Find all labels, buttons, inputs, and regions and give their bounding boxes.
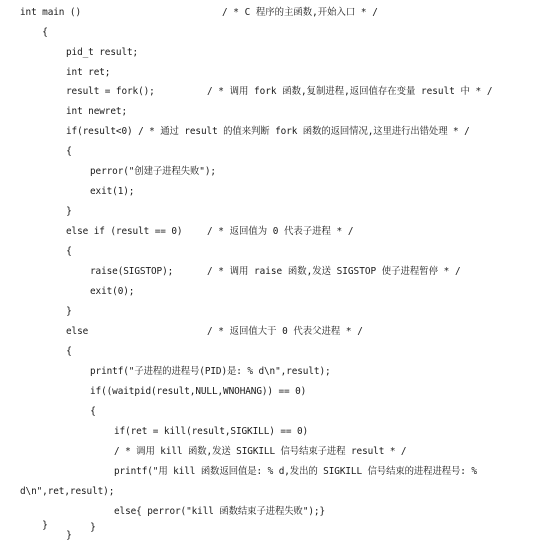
- code-line-else: else: [66, 326, 89, 337]
- code-line-raise: raise(SIGSTOP);: [90, 266, 174, 277]
- code-comment-fork: / * 调用 fork 函数,复制进程,返回值存在变量 result 中 * /: [207, 86, 493, 97]
- code-line-printf-kill: printf("用 kill 函数返回值是: % d,发出的 SIGKILL 信号结束的进程进程号: %: [114, 466, 477, 477]
- code-line-else-perror: else{ perror("kill 函数结束子进程失败");}: [114, 506, 325, 517]
- code-line-newret: int newret;: [66, 106, 127, 117]
- code-line-comment-kill: / * 调用 kill 函数,发送 SIGKILL 信号结束子进程 result * /: [114, 446, 407, 457]
- code-line-else-if: else if (result == 0): [66, 226, 183, 237]
- code-line-fork: result = fork();: [66, 86, 155, 97]
- code-comment-main: / * C 程序的主函数,开始入口 * /: [222, 7, 378, 18]
- code-line-waitpid: if((waitpid(result,NULL,WNOHANG)) == 0): [90, 386, 307, 397]
- code-line-exit0: exit(0);: [90, 286, 135, 297]
- code-line-brace-elseif-close: }: [66, 306, 72, 317]
- code-line-ret: int ret;: [66, 67, 111, 78]
- code-line-brace-if-close: }: [66, 206, 72, 217]
- code-line-main: int main (): [20, 7, 81, 18]
- code-line-brace-else: {: [66, 346, 72, 357]
- code-comment-else-if: / * 返回值为 0 代表子进程 * /: [207, 226, 354, 237]
- code-line-brace-waitpid: {: [90, 406, 96, 417]
- code-line-brace-main-close: }: [42, 520, 48, 531]
- code-line-brace-elseif: {: [66, 246, 72, 257]
- code-comment-raise: / * 调用 raise 函数,发送 SIGSTOP 使子进程暂停 * /: [207, 266, 461, 277]
- code-line-kill: if(ret = kill(result,SIGKILL) == 0): [114, 426, 309, 437]
- code-line-printf-pid: printf("子进程的进程号(PID)是: % d\n",result);: [90, 366, 331, 377]
- code-line-printf-kill-cont: d\n",ret,result);: [20, 486, 115, 497]
- code-line-brace-if: {: [66, 146, 72, 157]
- code-line-if-result: if(result<0) / * 通过 result 的值来判断 fork 函数的返回情况,这里进行出错处理 * /: [66, 126, 470, 137]
- code-line-brace-open: {: [42, 27, 48, 38]
- code-line-pid: pid_t result;: [66, 47, 139, 58]
- code-comment-else: / * 返回值大于 0 代表父进程 * /: [207, 326, 363, 337]
- code-line-brace-inner-close: }: [90, 522, 96, 533]
- code-line-perror: perror("创建子进程失败");: [90, 166, 216, 177]
- code-line-brace-else-close: }: [66, 530, 72, 541]
- code-line-exit1: exit(1);: [90, 186, 135, 197]
